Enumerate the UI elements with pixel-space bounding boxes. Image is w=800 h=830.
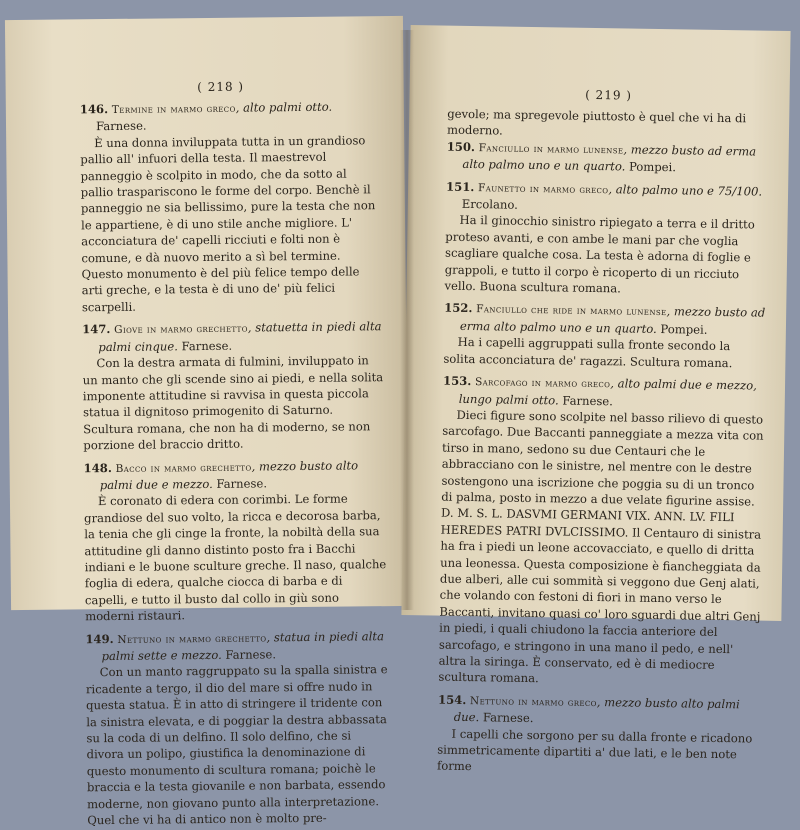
entry-title: Faunetto in marmo greco	[477, 181, 609, 196]
entry-number: 149.	[85, 631, 114, 646]
entry-number: 146.	[79, 102, 109, 117]
entry-number: 152.	[444, 301, 473, 316]
entry-number: 154.	[437, 692, 467, 707]
continued-text: gevole; ma spregevole piuttosto è quel che vi ha di moderno.	[446, 106, 747, 138]
entry-title: Sarcofago in marmo greco	[474, 376, 611, 391]
entry-number: 151.	[446, 179, 475, 194]
entry-detail: , statua in piedi alta palmi sette e mezzo.	[101, 628, 385, 664]
entry-body: Ha il ginocchio sinistro ripiegato a terra e il dritto proteso avanti, e con ambe le mani par che voglia scagliare qualche cosa. La testa è adorna di foglie e grappoli, e tutto il corpo è ricoperto di un ricciuto vello. Buona scultura romana.	[444, 213, 755, 296]
entry-title: Nettuno in marmo greco	[469, 694, 597, 709]
entry-title: Bacco in marmo grechetto	[115, 461, 252, 475]
catalog-entry-154	[437, 691, 760, 779]
book-gutter	[400, 30, 414, 610]
entry-body: Con la destra armata di fulmini, inviluppato in un manto che gli scende sino ai piedi, e nella solita imponente attitudine si ravvisa in questa piccola statua il dignitoso primogenito di Saturno. Scultura romana, che non ha di moderno, se non porzione del braccio dritto.	[82, 353, 384, 453]
entry-source: Farnese.	[212, 476, 268, 491]
entry-source: Ercolano.	[461, 196, 518, 212]
catalog-entry-147	[82, 318, 385, 453]
catalog-entry-149	[85, 628, 389, 829]
entry-body: È una donna inviluppata tutta in un grandioso pallio all' infuori della testa. Il maestrevol panneggio è scolpito in modo, che da sotto al pallio traspariscono le forme del corpo. Benchè il panneggio ne sia bellissimo, pure la testa che non le appartiene, è di uno stile anche migliore. L' acconciatura de' capelli ricciuti e folti non è comune, e dà nuovo merito a sì bel termine. Questo monumento è del più felice tempo delle arti greche, e la testa è di uno de' più felici scarpelli.	[80, 133, 376, 315]
left-page	[5, 16, 409, 828]
page-number-right: ( 219 )	[585, 87, 633, 103]
catalog-entry-146	[80, 98, 384, 315]
right-page-text	[437, 106, 769, 780]
catalog-entry-151	[444, 178, 768, 299]
entry-source: Farnese.	[177, 338, 233, 353]
entry-source: Farnese.	[221, 647, 277, 662]
entry-body: Dieci figure sono scolpite nel basso rilievo di questo sarcofago. Due Baccanti panneggiate a mezza vita con tirso in mano, sedono su due Centauri che le abbracciano con le sinistre, nel mentre con le destre sostengono una iscrizione che poggia su di un tronco di palma, posto in mezzo a due velate figurine assise. D. M. S. L. DASVMI GERMANI VIX. ANN. LV. FILI HEREDES PATRI DVLCISSIMO. Il Centauro di sinistra ha fra i piedi un leone accovacciato, e quello di dritta una leonessa. Questa composizione è fiancheggiata da due alberi, alle cui sommità si veggono due Genj alati, che volando con festoni di fiori in mano verso le Baccanti, invitano quasi co' loro sguardi due altri Genj in piedi, i quali chiudono la faccia anteriore del sarcofago, e stringono in una mano il pedo, e nell' altra la siringa. È conservato, ed è di mediocre scultura romana.	[438, 407, 764, 686]
entry-title: Giove in marmo grechetto	[114, 322, 248, 337]
entry-body: I capelli che sorgono per su dalla fronte e ricadono simmetricamente dipartiti a' due lati, e le ben note forme	[436, 726, 753, 774]
entry-detail: , mezzo busto ad erma alto palmo uno e un quarto.	[462, 142, 757, 174]
entry-number: 148.	[83, 460, 112, 475]
entry-source: Farnese.	[479, 710, 534, 726]
entry-source: Farnese.	[95, 119, 147, 134]
right-page	[401, 25, 790, 774]
entry-title: Fanciullo in marmo lunense	[478, 141, 624, 157]
entry-detail: , alto palmi due e mezzo, lungo palmi otto.	[458, 376, 757, 407]
entry-number: 147.	[82, 322, 111, 337]
entry-body: Con un manto raggruppato su la spalla sinistra e ricadente a tergo, il dio del mare si offre nudo in questa statua. È in atto di stringere il tridente con la sinistra elevata, e di poggiar la destra abbassata su la coda di un delfino. Il solo delfino, che si divora un polipo, giustifica la denominazione di questo monumento di scultura romana; poichè le braccia e la testa giovanile e non barbata, essendo moderne, non giovano punto alla interpretazione. Quel che vi ha di antico non è molto pre-	[85, 662, 388, 828]
entry-number: 153.	[442, 373, 472, 389]
entry-detail: , mezzo busto ad erma alto palmo uno e un quarto.	[459, 304, 766, 336]
page-number-left: ( 218 )	[197, 79, 245, 95]
entry-source: Pompei.	[656, 321, 708, 337]
entry-detail: , mezzo busto alto palmi due.	[453, 694, 740, 725]
entry-detail: , alto palmi otto.	[235, 99, 333, 115]
entry-number: 150.	[446, 139, 476, 154]
left-page-text	[80, 98, 390, 829]
entry-detail: , mezzo busto alto palmi due e mezzo.	[99, 457, 359, 493]
entry-title: Termine in marmo greco	[111, 102, 236, 116]
open-book	[8, 10, 792, 828]
catalog-entry-148	[84, 457, 388, 625]
entry-detail: , alto palmo uno e 75/100.	[608, 181, 763, 199]
entry-body: Ha i capelli aggruppati sulla fronte secondo la solita acconciatura de' ragazzi. Scultura romana.	[443, 335, 733, 370]
entry-body: È coronato di edera con corimbi. Le forme grandiose del suo volto, la ricca e decorosa barba, la tenia che gli cinge la fronte, la nobiltà della sua attitudine gli danno distinto posto fra i Bacchi indiani e le buone sculture greche. Il naso, qualche foglia di edera, qualche ciocca di barba e di capelli, e tutto il busto dal collo in giù sono moderni ristauri.	[84, 491, 387, 624]
entry-source: Farnese.	[558, 392, 614, 408]
entry-source: Pompei.	[625, 159, 677, 175]
entry-title: Nettuno in marmo grechetto	[117, 631, 267, 646]
entry-detail: , statuetta in piedi alta palmi cinque.	[98, 319, 382, 354]
entry-title: Fanciullo che ride in marmo lunense	[476, 303, 667, 319]
catalog-entry-150	[446, 138, 768, 177]
catalog-entry-152	[443, 300, 766, 372]
catalog-entry-153	[438, 373, 765, 691]
